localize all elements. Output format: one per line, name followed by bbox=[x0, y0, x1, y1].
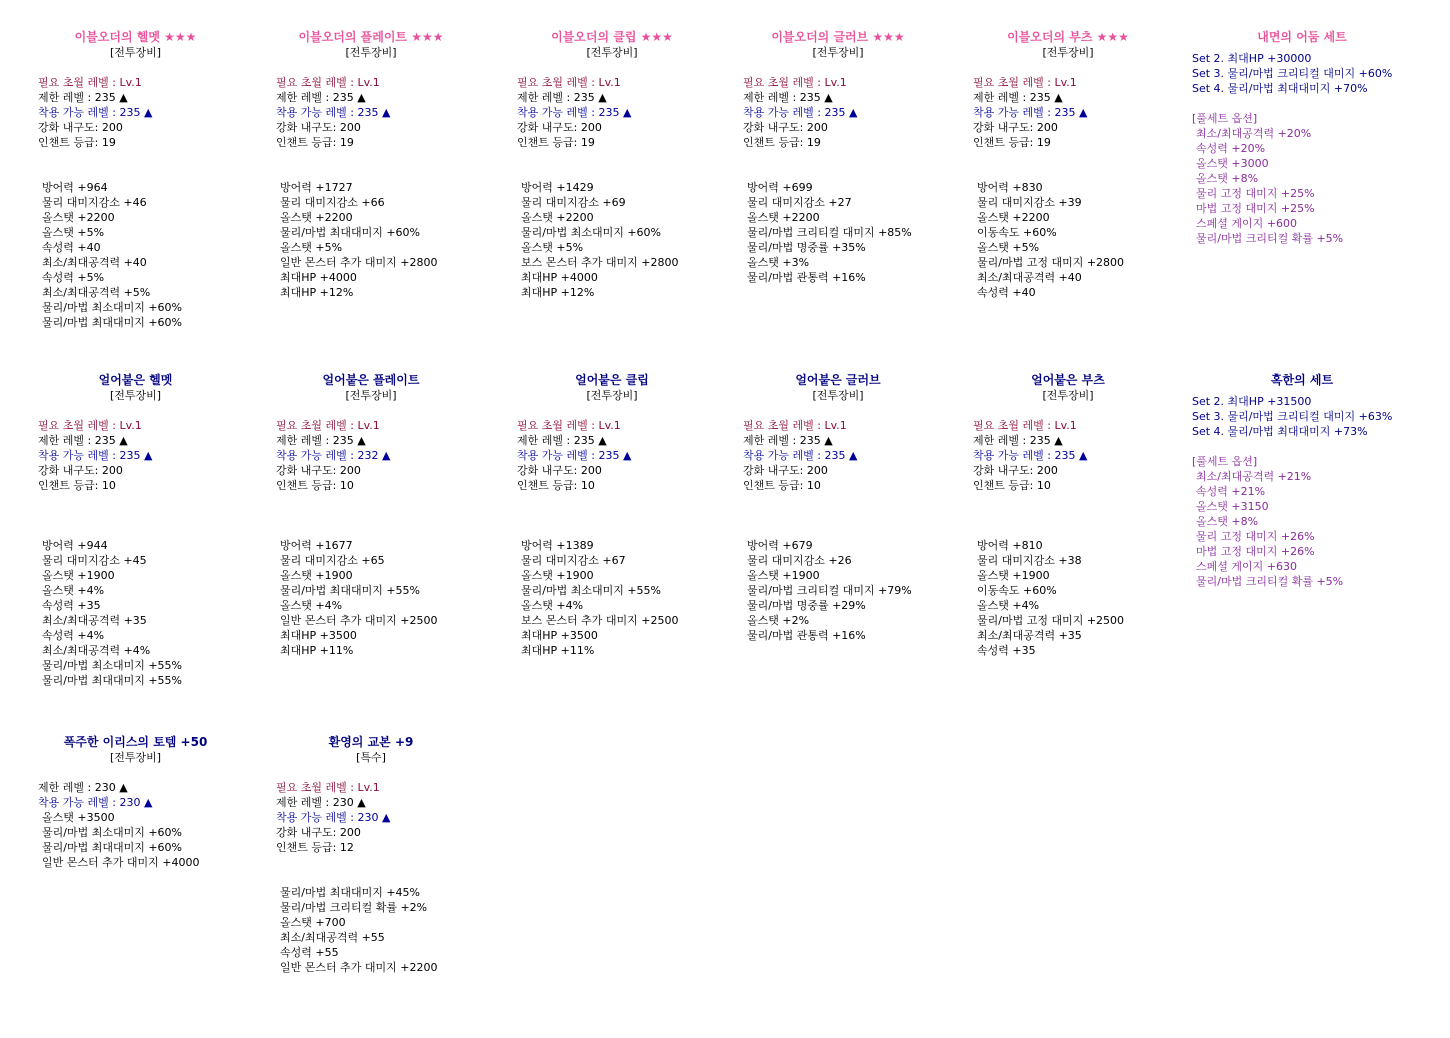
stat-line: 올스탯 +5% bbox=[280, 241, 343, 254]
durability: 강화 내구도: 200 bbox=[276, 826, 361, 839]
stat-line: 올스탯 +3500 bbox=[42, 811, 115, 824]
stat-line: 이동속도 +60% bbox=[977, 584, 1057, 597]
full-set-option: 최소/최대공격력 +21% bbox=[1196, 470, 1312, 483]
stat-line: 물리 대미지감소 +46 bbox=[42, 196, 147, 209]
stat-line: 일반 몬스터 추가 대미지 +4000 bbox=[42, 856, 200, 869]
stat-line: 최소/최대공격력 +35 bbox=[977, 629, 1082, 642]
equip-level: 착용 가능 레벨 : 230 ▲ bbox=[38, 796, 153, 809]
enchant-grade: 인챈트 등급: 10 bbox=[973, 479, 1051, 492]
stat-line: 방어력 +964 bbox=[42, 181, 108, 194]
stat-line: 올스탯 +4% bbox=[280, 599, 343, 612]
set-bonus-line: Set 2. 최대HP +31500 bbox=[1192, 395, 1312, 408]
item-card-evil-boots bbox=[973, 30, 1163, 300]
stat-line: 올스탯 +2200 bbox=[42, 211, 115, 224]
durability: 강화 내구도: 200 bbox=[517, 121, 602, 134]
durability: 강화 내구도: 200 bbox=[276, 464, 361, 477]
full-set-option: 최소/최대공격력 +20% bbox=[1196, 127, 1312, 140]
equip-level: 착용 가능 레벨 : 235 ▲ bbox=[973, 449, 1088, 462]
enchant-grade: 인챈트 등급: 10 bbox=[743, 479, 821, 492]
stat-line: 올스탯 +1900 bbox=[747, 569, 820, 582]
durability: 강화 내구도: 200 bbox=[973, 121, 1058, 134]
item-category: [전투장비] bbox=[586, 389, 638, 402]
stat-line: 물리/마법 크리티컬 대미지 +79% bbox=[747, 584, 912, 597]
item-category: [전투장비] bbox=[109, 389, 162, 402]
stat-line: 속성력 +40 bbox=[42, 241, 101, 254]
full-set-option: 물리/마법 크리티컬 확률 +5% bbox=[1196, 232, 1344, 245]
limit-level: 제한 레벨 : 235 ▲ bbox=[276, 434, 366, 447]
stat-line: 방어력 +1677 bbox=[280, 539, 353, 552]
durability: 강화 내구도: 200 bbox=[517, 464, 602, 477]
required-upgrade-level: 필요 초월 레벨 : Lv.1 bbox=[973, 76, 1077, 89]
durability: 강화 내구도: 200 bbox=[38, 464, 123, 477]
set-card-inner-darkness bbox=[1192, 30, 1412, 246]
stat-line: 물리 대미지감소 +27 bbox=[747, 196, 852, 209]
stat-line: 물리/마법 최대대미지 +60% bbox=[42, 316, 182, 329]
item-title: 이블오더의 플레이트 ★★★ bbox=[298, 30, 444, 44]
item-category: [전투장비] bbox=[109, 46, 162, 59]
set-bonus-line: Set 2. 최대HP +30000 bbox=[1192, 52, 1312, 65]
equip-level: 착용 가능 레벨 : 235 ▲ bbox=[517, 449, 632, 462]
item-card-iris-totem bbox=[38, 735, 233, 870]
required-upgrade-level: 필요 초월 레벨 : Lv.1 bbox=[38, 419, 142, 432]
required-upgrade-level: 필요 초월 레벨 : Lv.1 bbox=[276, 76, 380, 89]
item-card-frozen-glove bbox=[743, 373, 933, 643]
stat-line: 올스탯 +4% bbox=[521, 599, 584, 612]
full-set-header: [풀세트 옵션] bbox=[1192, 455, 1258, 468]
full-set-option: 물리/마법 크리티컬 확률 +5% bbox=[1196, 575, 1344, 588]
stat-line: 최소/최대공격력 +40 bbox=[42, 256, 147, 269]
limit-level: 제한 레벨 : 235 ▲ bbox=[973, 91, 1063, 104]
set-bonus-line: Set 4. 물리/마법 최대대미지 +73% bbox=[1192, 425, 1368, 438]
set-bonus-line: Set 3. 물리/마법 크리티컬 대미지 +60% bbox=[1192, 67, 1393, 80]
stat-line: 물리/마법 최대대미지 +55% bbox=[42, 674, 182, 687]
equip-level: 착용 가능 레벨 : 235 ▲ bbox=[38, 449, 153, 462]
item-category: [전투장비] bbox=[812, 46, 864, 59]
item-card-frozen-clip bbox=[517, 373, 707, 658]
stat-list bbox=[38, 538, 233, 688]
full-set-option: 올스탯 +3000 bbox=[1196, 157, 1269, 170]
stat-line: 최대HP +12% bbox=[521, 286, 595, 299]
enchant-grade: 인챈트 등급: 19 bbox=[276, 136, 354, 149]
stat-line: 속성력 +35 bbox=[42, 599, 101, 612]
stat-line: 물리/마법 관통력 +16% bbox=[747, 629, 866, 642]
equip-level: 착용 가능 레벨 : 232 ▲ bbox=[276, 449, 391, 462]
stat-line: 올스탯 +4% bbox=[42, 584, 105, 597]
stat-line: 물리/마법 최대대미지 +60% bbox=[280, 226, 420, 239]
stat-line: 물리/마법 최소대미지 +60% bbox=[521, 226, 661, 239]
stat-line: 일반 몬스터 추가 대미지 +2200 bbox=[280, 961, 438, 974]
stat-line: 최소/최대공격력 +4% bbox=[42, 644, 151, 657]
limit-level: 제한 레벨 : 235 ▲ bbox=[973, 434, 1063, 447]
stat-line: 속성력 +4% bbox=[42, 629, 105, 642]
stat-line: 물리/마법 최소대미지 +60% bbox=[42, 826, 182, 839]
stat-line: 방어력 +699 bbox=[747, 181, 813, 194]
equip-level: 착용 가능 레벨 : 235 ▲ bbox=[743, 449, 858, 462]
stat-line: 최소/최대공격력 +35 bbox=[42, 614, 147, 627]
stat-line: 올스탯 +1900 bbox=[521, 569, 594, 582]
stat-line: 최소/최대공격력 +55 bbox=[280, 931, 385, 944]
enchant-grade: 인챈트 등급: 19 bbox=[743, 136, 821, 149]
stat-line: 보스 몬스터 추가 대미지 +2800 bbox=[521, 256, 679, 269]
item-title: 이블오더의 클립 ★★★ bbox=[551, 30, 673, 44]
item-category: [전투장비] bbox=[1042, 389, 1094, 402]
stat-list bbox=[973, 538, 1163, 658]
stat-list bbox=[276, 885, 466, 975]
stat-line: 물리/마법 명중률 +35% bbox=[747, 241, 866, 254]
stat-line: 물리/마법 크리티컬 확률 +2% bbox=[280, 901, 428, 914]
set-card-frost bbox=[1192, 373, 1412, 589]
stat-line: 방어력 +1727 bbox=[280, 181, 353, 194]
limit-level: 제한 레벨 : 235 ▲ bbox=[517, 91, 607, 104]
durability: 강화 내구도: 200 bbox=[743, 121, 828, 134]
stat-line: 올스탯 +5% bbox=[42, 226, 105, 239]
item-title: 얼어붙은 헬멧 bbox=[98, 373, 173, 387]
required-upgrade-level: 필요 초월 레벨 : Lv.1 bbox=[276, 781, 380, 794]
equip-level: 착용 가능 레벨 : 235 ▲ bbox=[743, 106, 858, 119]
stat-line: 방어력 +944 bbox=[42, 539, 108, 552]
stat-line: 속성력 +55 bbox=[280, 946, 339, 959]
stat-line: 올스탯 +2200 bbox=[977, 211, 1050, 224]
item-category: [전투장비] bbox=[345, 389, 397, 402]
durability: 강화 내구도: 200 bbox=[973, 464, 1058, 477]
full-set-option: 올스탯 +3150 bbox=[1196, 500, 1269, 513]
stat-line: 올스탯 +2200 bbox=[280, 211, 353, 224]
stat-line: 방어력 +830 bbox=[977, 181, 1043, 194]
item-category: [전투장비] bbox=[345, 46, 397, 59]
set-bonus-list bbox=[1192, 394, 1412, 439]
stat-line: 물리 대미지감소 +66 bbox=[280, 196, 385, 209]
stat-list bbox=[276, 538, 466, 658]
enchant-grade: 인챈트 등급: 19 bbox=[38, 136, 116, 149]
stat-line: 올스탯 +5% bbox=[521, 241, 584, 254]
limit-level: 제한 레벨 : 235 ▲ bbox=[743, 91, 833, 104]
stat-line: 방어력 +1429 bbox=[521, 181, 594, 194]
stat-list bbox=[973, 180, 1163, 300]
full-set-option: 속성력 +21% bbox=[1196, 485, 1266, 498]
stat-line: 올스탯 +2% bbox=[747, 614, 810, 627]
stat-line: 최대HP +11% bbox=[280, 644, 354, 657]
required-upgrade-level: 필요 초월 레벨 : Lv.1 bbox=[743, 419, 847, 432]
enchant-grade: 인챈트 등급: 10 bbox=[276, 479, 354, 492]
full-set-option: 속성력 +20% bbox=[1196, 142, 1266, 155]
limit-level: 제한 레벨 : 235 ▲ bbox=[743, 434, 833, 447]
stat-line: 물리/마법 최소대미지 +60% bbox=[42, 301, 182, 314]
stat-line: 일반 몬스터 추가 대미지 +2800 bbox=[280, 256, 438, 269]
stat-line: 최대HP +3500 bbox=[521, 629, 598, 642]
stat-line: 최대HP +4000 bbox=[521, 271, 598, 284]
set-bonus-list bbox=[1192, 51, 1412, 96]
enchant-grade: 인챈트 등급: 12 bbox=[276, 841, 354, 854]
stat-list bbox=[743, 538, 933, 643]
limit-level: 제한 레벨 : 235 ▲ bbox=[38, 434, 128, 447]
durability: 강화 내구도: 200 bbox=[38, 121, 123, 134]
item-category: [전투장비] bbox=[812, 389, 864, 402]
stat-list bbox=[517, 180, 707, 300]
stat-line: 일반 몬스터 추가 대미지 +2500 bbox=[280, 614, 438, 627]
equip-level: 착용 가능 레벨 : 235 ▲ bbox=[276, 106, 391, 119]
stat-line: 물리/마법 관통력 +16% bbox=[747, 271, 866, 284]
full-set-header: [풀세트 옵션] bbox=[1192, 112, 1258, 125]
stat-line: 방어력 +679 bbox=[747, 539, 813, 552]
stat-line: 물리 대미지감소 +65 bbox=[280, 554, 385, 567]
stat-line: 올스탯 +1900 bbox=[42, 569, 115, 582]
item-title: 얼어붙은 글러브 bbox=[795, 373, 881, 387]
durability: 강화 내구도: 200 bbox=[276, 121, 361, 134]
enchant-grade: 인챈트 등급: 10 bbox=[38, 479, 116, 492]
item-card-evil-clip bbox=[517, 30, 707, 300]
stat-list bbox=[517, 538, 707, 658]
equip-level: 착용 가능 레벨 : 230 ▲ bbox=[276, 811, 391, 824]
stat-line: 물리 대미지감소 +45 bbox=[42, 554, 147, 567]
stat-line: 물리/마법 고정 대미지 +2800 bbox=[977, 256, 1125, 269]
equip-level: 착용 가능 레벨 : 235 ▲ bbox=[38, 106, 153, 119]
item-title: 이블오더의 부츠 ★★★ bbox=[1007, 30, 1129, 44]
item-category: [특수] bbox=[356, 751, 386, 764]
required-upgrade-level: 필요 초월 레벨 : Lv.1 bbox=[517, 76, 621, 89]
required-upgrade-level: 필요 초월 레벨 : Lv.1 bbox=[973, 419, 1077, 432]
required-upgrade-level: 필요 초월 레벨 : Lv.1 bbox=[276, 419, 380, 432]
item-title: 이블오더의 글러브 ★★★ bbox=[771, 30, 905, 44]
item-card-frozen-helmet bbox=[38, 373, 233, 688]
full-set-option: 마법 고정 대미지 +26% bbox=[1196, 545, 1315, 558]
stat-line: 이동속도 +60% bbox=[977, 226, 1057, 239]
stat-line: 속성력 +5% bbox=[42, 271, 105, 284]
durability: 강화 내구도: 200 bbox=[743, 464, 828, 477]
stat-list bbox=[38, 180, 233, 330]
item-title: 이블오더의 헬멧 ★★★ bbox=[74, 30, 197, 44]
equip-level: 착용 가능 레벨 : 235 ▲ bbox=[973, 106, 1088, 119]
stat-line: 올스탯 +5% bbox=[977, 241, 1040, 254]
item-card-evil-helmet bbox=[38, 30, 233, 330]
stat-line: 물리 대미지감소 +39 bbox=[977, 196, 1082, 209]
equip-level: 착용 가능 레벨 : 235 ▲ bbox=[517, 106, 632, 119]
item-card-frozen-boots bbox=[973, 373, 1163, 658]
full-set-option: 물리 고정 대미지 +25% bbox=[1196, 187, 1315, 200]
required-upgrade-level: 필요 초월 레벨 : Lv.1 bbox=[38, 76, 142, 89]
enchant-grade: 인챈트 등급: 19 bbox=[517, 136, 595, 149]
enchant-grade: 인챈트 등급: 19 bbox=[973, 136, 1051, 149]
stat-list bbox=[276, 180, 466, 300]
stat-line: 물리 대미지감소 +26 bbox=[747, 554, 852, 567]
limit-level: 제한 레벨 : 235 ▲ bbox=[38, 91, 128, 104]
stat-line: 올스탯 +1900 bbox=[280, 569, 353, 582]
required-upgrade-level: 필요 초월 레벨 : Lv.1 bbox=[517, 419, 621, 432]
item-title: 폭주한 이리스의 토템 +50 bbox=[63, 735, 208, 749]
stat-line: 물리/마법 최대대미지 +45% bbox=[280, 886, 420, 899]
item-category: [전투장비] bbox=[109, 751, 162, 764]
stat-line: 최대HP +11% bbox=[521, 644, 595, 657]
full-set-option: 물리 고정 대미지 +26% bbox=[1196, 530, 1315, 543]
stat-line: 물리/마법 최대대미지 +60% bbox=[42, 841, 182, 854]
stat-line: 올스탯 +700 bbox=[280, 916, 346, 929]
item-title: 환영의 교본 +9 bbox=[328, 735, 414, 749]
stat-line: 최소/최대공격력 +40 bbox=[977, 271, 1082, 284]
item-title: 얼어붙은 플레이트 bbox=[322, 373, 420, 387]
item-card-frozen-plate bbox=[276, 373, 466, 658]
stat-line: 물리/마법 크리티컬 대미지 +85% bbox=[747, 226, 912, 239]
stat-line: 물리 대미지감소 +69 bbox=[521, 196, 626, 209]
stat-line: 보스 몬스터 추가 대미지 +2500 bbox=[521, 614, 679, 627]
item-card-evil-glove bbox=[743, 30, 933, 285]
full-set-option: 올스탯 +8% bbox=[1196, 515, 1259, 528]
stat-line: 올스탯 +4% bbox=[977, 599, 1040, 612]
limit-level: 제한 레벨 : 230 ▲ bbox=[38, 781, 128, 794]
full-set-options bbox=[1192, 111, 1412, 246]
stat-line: 물리/마법 최소대미지 +55% bbox=[42, 659, 182, 672]
stat-line: 올스탯 +2200 bbox=[747, 211, 820, 224]
stat-line: 최대HP +3500 bbox=[280, 629, 357, 642]
stat-line: 물리/마법 최대대미지 +55% bbox=[280, 584, 420, 597]
limit-level: 제한 레벨 : 235 ▲ bbox=[517, 434, 607, 447]
set-bonus-line: Set 3. 물리/마법 크리티컬 대미지 +63% bbox=[1192, 410, 1393, 423]
limit-level: 제한 레벨 : 235 ▲ bbox=[276, 91, 366, 104]
stat-line: 물리 대미지감소 +67 bbox=[521, 554, 626, 567]
stat-line: 올스탯 +3% bbox=[747, 256, 810, 269]
full-set-option: 스페셜 게이지 +600 bbox=[1196, 217, 1297, 230]
stat-list bbox=[743, 180, 933, 285]
required-upgrade-level: 필요 초월 레벨 : Lv.1 bbox=[743, 76, 847, 89]
limit-level: 제한 레벨 : 230 ▲ bbox=[276, 796, 366, 809]
full-set-option: 스페셜 게이지 +630 bbox=[1196, 560, 1297, 573]
stat-line: 올스탯 +2200 bbox=[521, 211, 594, 224]
item-category: [전투장비] bbox=[586, 46, 638, 59]
stat-line: 올스탯 +1900 bbox=[977, 569, 1050, 582]
item-card-evil-plate bbox=[276, 30, 466, 300]
set-title: 혹한의 세트 bbox=[1270, 373, 1334, 387]
stat-line: 방어력 +1389 bbox=[521, 539, 594, 552]
enchant-grade: 인챈트 등급: 10 bbox=[517, 479, 595, 492]
stat-line: 최대HP +12% bbox=[280, 286, 354, 299]
stat-line: 최대HP +4000 bbox=[280, 271, 357, 284]
stat-line: 방어력 +810 bbox=[977, 539, 1043, 552]
stat-line: 속성력 +40 bbox=[977, 286, 1036, 299]
item-title: 얼어붙은 클립 bbox=[575, 373, 649, 387]
stat-line: 물리/마법 명중률 +29% bbox=[747, 599, 866, 612]
item-title: 얼어붙은 부츠 bbox=[1031, 373, 1105, 387]
set-bonus-line: Set 4. 물리/마법 최대대미지 +70% bbox=[1192, 82, 1368, 95]
stat-line: 물리/마법 고정 대미지 +2500 bbox=[977, 614, 1125, 627]
stat-list bbox=[38, 810, 233, 870]
full-set-option: 올스탯 +8% bbox=[1196, 172, 1259, 185]
stat-line: 최소/최대공격력 +5% bbox=[42, 286, 151, 299]
full-set-option: 마법 고정 대미지 +25% bbox=[1196, 202, 1315, 215]
stat-line: 물리 대미지감소 +38 bbox=[977, 554, 1082, 567]
item-card-illusion-book bbox=[276, 735, 466, 975]
item-category: [전투장비] bbox=[1042, 46, 1094, 59]
full-set-options bbox=[1192, 454, 1412, 589]
stat-line: 속성력 +35 bbox=[977, 644, 1036, 657]
set-title: 내면의 어둠 세트 bbox=[1257, 30, 1347, 44]
stat-line: 물리/마법 최소대미지 +55% bbox=[521, 584, 661, 597]
